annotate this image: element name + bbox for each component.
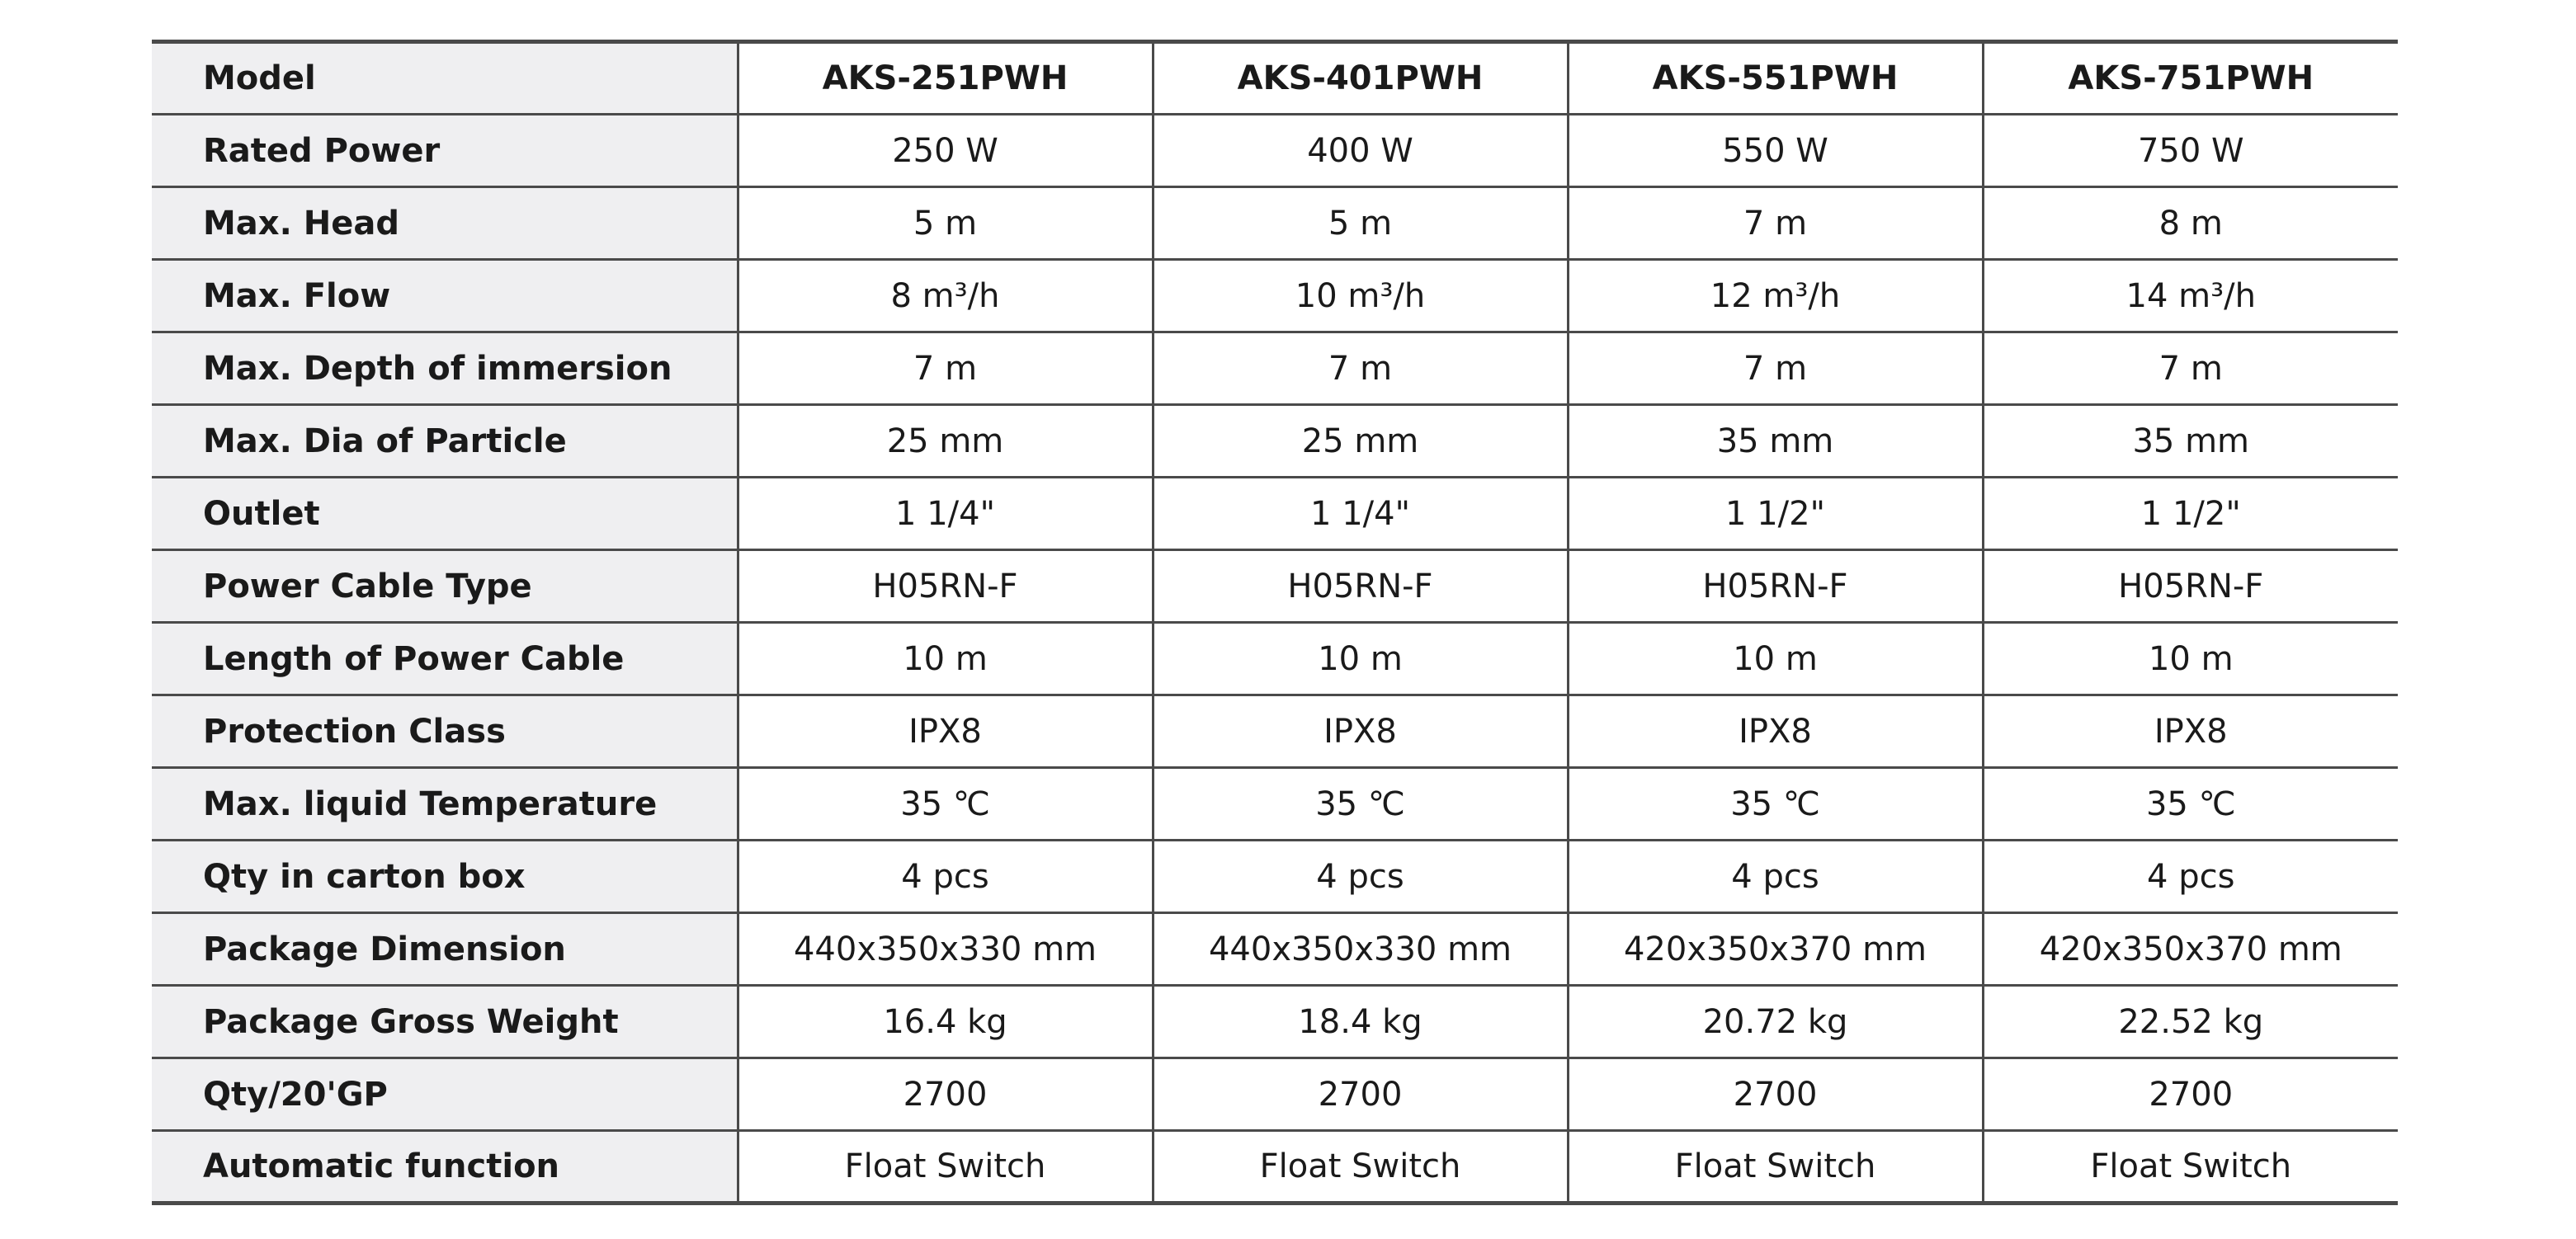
value-cell: IPX8 <box>738 695 1153 768</box>
value-cell: IPX8 <box>1983 695 2398 768</box>
value-cell: Float Switch <box>1153 1131 1568 1204</box>
value-cell: 18.4 kg <box>1153 986 1568 1058</box>
value-cell: 12 m³/h <box>1568 260 1983 332</box>
row-label-cell: Length of Power Cable <box>152 623 738 695</box>
row-label-cell: Max. Dia of Particle <box>152 405 738 478</box>
table-row <box>152 478 2398 550</box>
value-cell: 2700 <box>1153 1058 1568 1131</box>
value-cell: 8 m <box>1983 187 2398 260</box>
table-row <box>152 1058 2398 1131</box>
value-cell: 10 m <box>1153 623 1568 695</box>
value-cell: 7 m <box>1568 332 1983 405</box>
value-cell: 4 pcs <box>738 841 1153 913</box>
value-cell: 35 ℃ <box>1983 768 2398 841</box>
value-cell: 250 W <box>738 115 1153 187</box>
value-cell: H05RN-F <box>1153 550 1568 623</box>
value-cell: 10 m <box>1568 623 1983 695</box>
value-cell: 750 W <box>1983 115 2398 187</box>
value-cell: 420x350x370 mm <box>1568 913 1983 986</box>
table-row <box>152 986 2398 1058</box>
row-label-cell: Max. Flow <box>152 260 738 332</box>
value-cell: 20.72 kg <box>1568 986 1983 1058</box>
value-cell: 10 m <box>1983 623 2398 695</box>
row-label-cell: Package Gross Weight <box>152 986 738 1058</box>
row-label-cell: Power Cable Type <box>152 550 738 623</box>
table-row <box>152 332 2398 405</box>
value-cell: 2700 <box>738 1058 1153 1131</box>
row-label-cell: Rated Power <box>152 115 738 187</box>
value-cell: 1 1/4" <box>1153 478 1568 550</box>
value-cell: 7 m <box>738 332 1153 405</box>
value-cell: 420x350x370 mm <box>1983 913 2398 986</box>
value-cell: 8 m³/h <box>738 260 1153 332</box>
value-cell: 1 1/2" <box>1983 478 2398 550</box>
header-model-cell: AKS-401PWH <box>1153 42 1568 115</box>
value-cell: 35 ℃ <box>1153 768 1568 841</box>
table-row <box>152 187 2398 260</box>
value-cell: 7 m <box>1983 332 2398 405</box>
value-cell: 550 W <box>1568 115 1983 187</box>
row-label-cell: Automatic function <box>152 1131 738 1204</box>
row-label-cell: Protection Class <box>152 695 738 768</box>
value-cell: Float Switch <box>1568 1131 1983 1204</box>
value-cell: 5 m <box>1153 187 1568 260</box>
table-row <box>152 841 2398 913</box>
table-row <box>152 768 2398 841</box>
value-cell: 1 1/4" <box>738 478 1153 550</box>
value-cell: 2700 <box>1568 1058 1983 1131</box>
value-cell: 10 m <box>738 623 1153 695</box>
spec-table <box>152 40 2398 1205</box>
value-cell: IPX8 <box>1153 695 1568 768</box>
row-label-cell: Qty/20'GP <box>152 1058 738 1131</box>
value-cell: 22.52 kg <box>1983 986 2398 1058</box>
row-label-cell: Max. Depth of immersion <box>152 332 738 405</box>
table-row <box>152 115 2398 187</box>
header-model-cell: AKS-551PWH <box>1568 42 1983 115</box>
row-label-cell: Package Dimension <box>152 913 738 986</box>
row-label-cell: Outlet <box>152 478 738 550</box>
header-label-cell: Model <box>152 42 738 115</box>
value-cell: IPX8 <box>1568 695 1983 768</box>
value-cell: 4 pcs <box>1983 841 2398 913</box>
value-cell: 440x350x330 mm <box>738 913 1153 986</box>
value-cell: H05RN-F <box>738 550 1153 623</box>
row-label-cell: Qty in carton box <box>152 841 738 913</box>
value-cell: Float Switch <box>738 1131 1153 1204</box>
row-label-cell: Max. Head <box>152 187 738 260</box>
table-row <box>152 260 2398 332</box>
value-cell: 7 m <box>1568 187 1983 260</box>
value-cell: 400 W <box>1153 115 1568 187</box>
value-cell: 35 ℃ <box>738 768 1153 841</box>
table-header-row <box>152 42 2398 115</box>
value-cell: H05RN-F <box>1983 550 2398 623</box>
value-cell: 25 mm <box>1153 405 1568 478</box>
value-cell: 10 m³/h <box>1153 260 1568 332</box>
row-label-cell: Max. liquid Temperature <box>152 768 738 841</box>
value-cell: 2700 <box>1983 1058 2398 1131</box>
value-cell: Float Switch <box>1983 1131 2398 1204</box>
value-cell: 440x350x330 mm <box>1153 913 1568 986</box>
value-cell: 16.4 kg <box>738 986 1153 1058</box>
table-row <box>152 623 2398 695</box>
value-cell: 5 m <box>738 187 1153 260</box>
value-cell: 25 mm <box>738 405 1153 478</box>
table-row <box>152 913 2398 986</box>
value-cell: H05RN-F <box>1568 550 1983 623</box>
value-cell: 7 m <box>1153 332 1568 405</box>
value-cell: 35 mm <box>1568 405 1983 478</box>
value-cell: 35 ℃ <box>1568 768 1983 841</box>
header-model-cell: AKS-751PWH <box>1983 42 2398 115</box>
header-model-cell: AKS-251PWH <box>738 42 1153 115</box>
value-cell: 35 mm <box>1983 405 2398 478</box>
table-row <box>152 695 2398 768</box>
value-cell: 4 pcs <box>1153 841 1568 913</box>
table-row <box>152 405 2398 478</box>
table-row <box>152 550 2398 623</box>
value-cell: 4 pcs <box>1568 841 1983 913</box>
value-cell: 14 m³/h <box>1983 260 2398 332</box>
value-cell: 1 1/2" <box>1568 478 1983 550</box>
table-row <box>152 1131 2398 1204</box>
